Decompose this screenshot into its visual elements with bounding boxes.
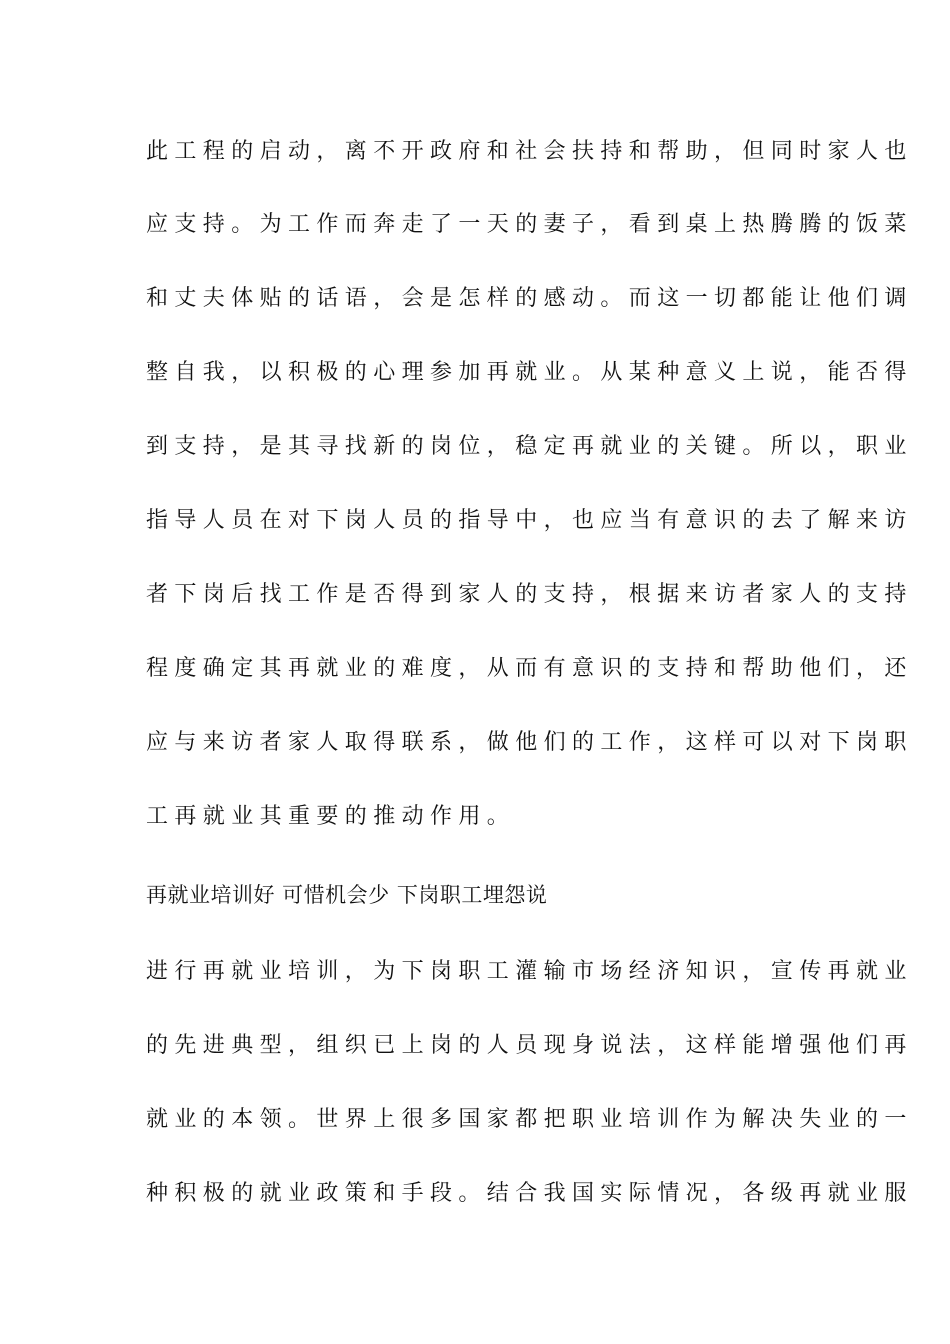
paragraph-line: 工再就业其重要的推动作用。	[146, 804, 516, 829]
paragraph-line: 应与来访者家人取得联系，做他们的工作，这样可以对下岗职	[146, 730, 913, 755]
paragraph-line: 应支持。为工作而奔走了一天的妻子，看到桌上热腾腾的饭菜	[146, 212, 913, 237]
paragraph-line: 进行再就业培训，为下岗职工灌输市场经济知识，宣传再就业	[146, 959, 913, 984]
section-heading: 再就业培训好 可惜机会少 下岗职工埋怨说	[146, 883, 548, 907]
paragraph-line: 的先进典型，组织已上岗的人员现身说法，这样能增强他们再	[146, 1033, 913, 1058]
paragraph-line: 整自我，以积极的心理参加再就业。从某种意义上说，能否得	[146, 360, 913, 385]
paragraph-line: 程度确定其再就业的难度，从而有意识的支持和帮助他们，还	[146, 656, 913, 681]
paragraph-line: 指导人员在对下岗人员的指导中，也应当有意识的去了解来访	[146, 508, 913, 533]
paragraph-line: 者下岗后找工作是否得到家人的支持，根据来访者家人的支持	[146, 582, 913, 607]
paragraph-line: 就业的本领。世界上很多国家都把职业培训作为解决失业的一	[146, 1107, 913, 1132]
paragraph-line: 和丈夫体贴的话语，会是怎样的感动。而这一切都能让他们调	[146, 286, 913, 311]
paragraph-line: 到支持，是其寻找新的岗位，稳定再就业的关键。所以，职业	[146, 434, 913, 459]
paragraph-line: 此工程的启动，离不开政府和社会扶持和帮助，但同时家人也	[146, 139, 913, 164]
paragraph-line: 种积极的就业政策和手段。结合我国实际情况，各级再就业服	[146, 1181, 913, 1206]
